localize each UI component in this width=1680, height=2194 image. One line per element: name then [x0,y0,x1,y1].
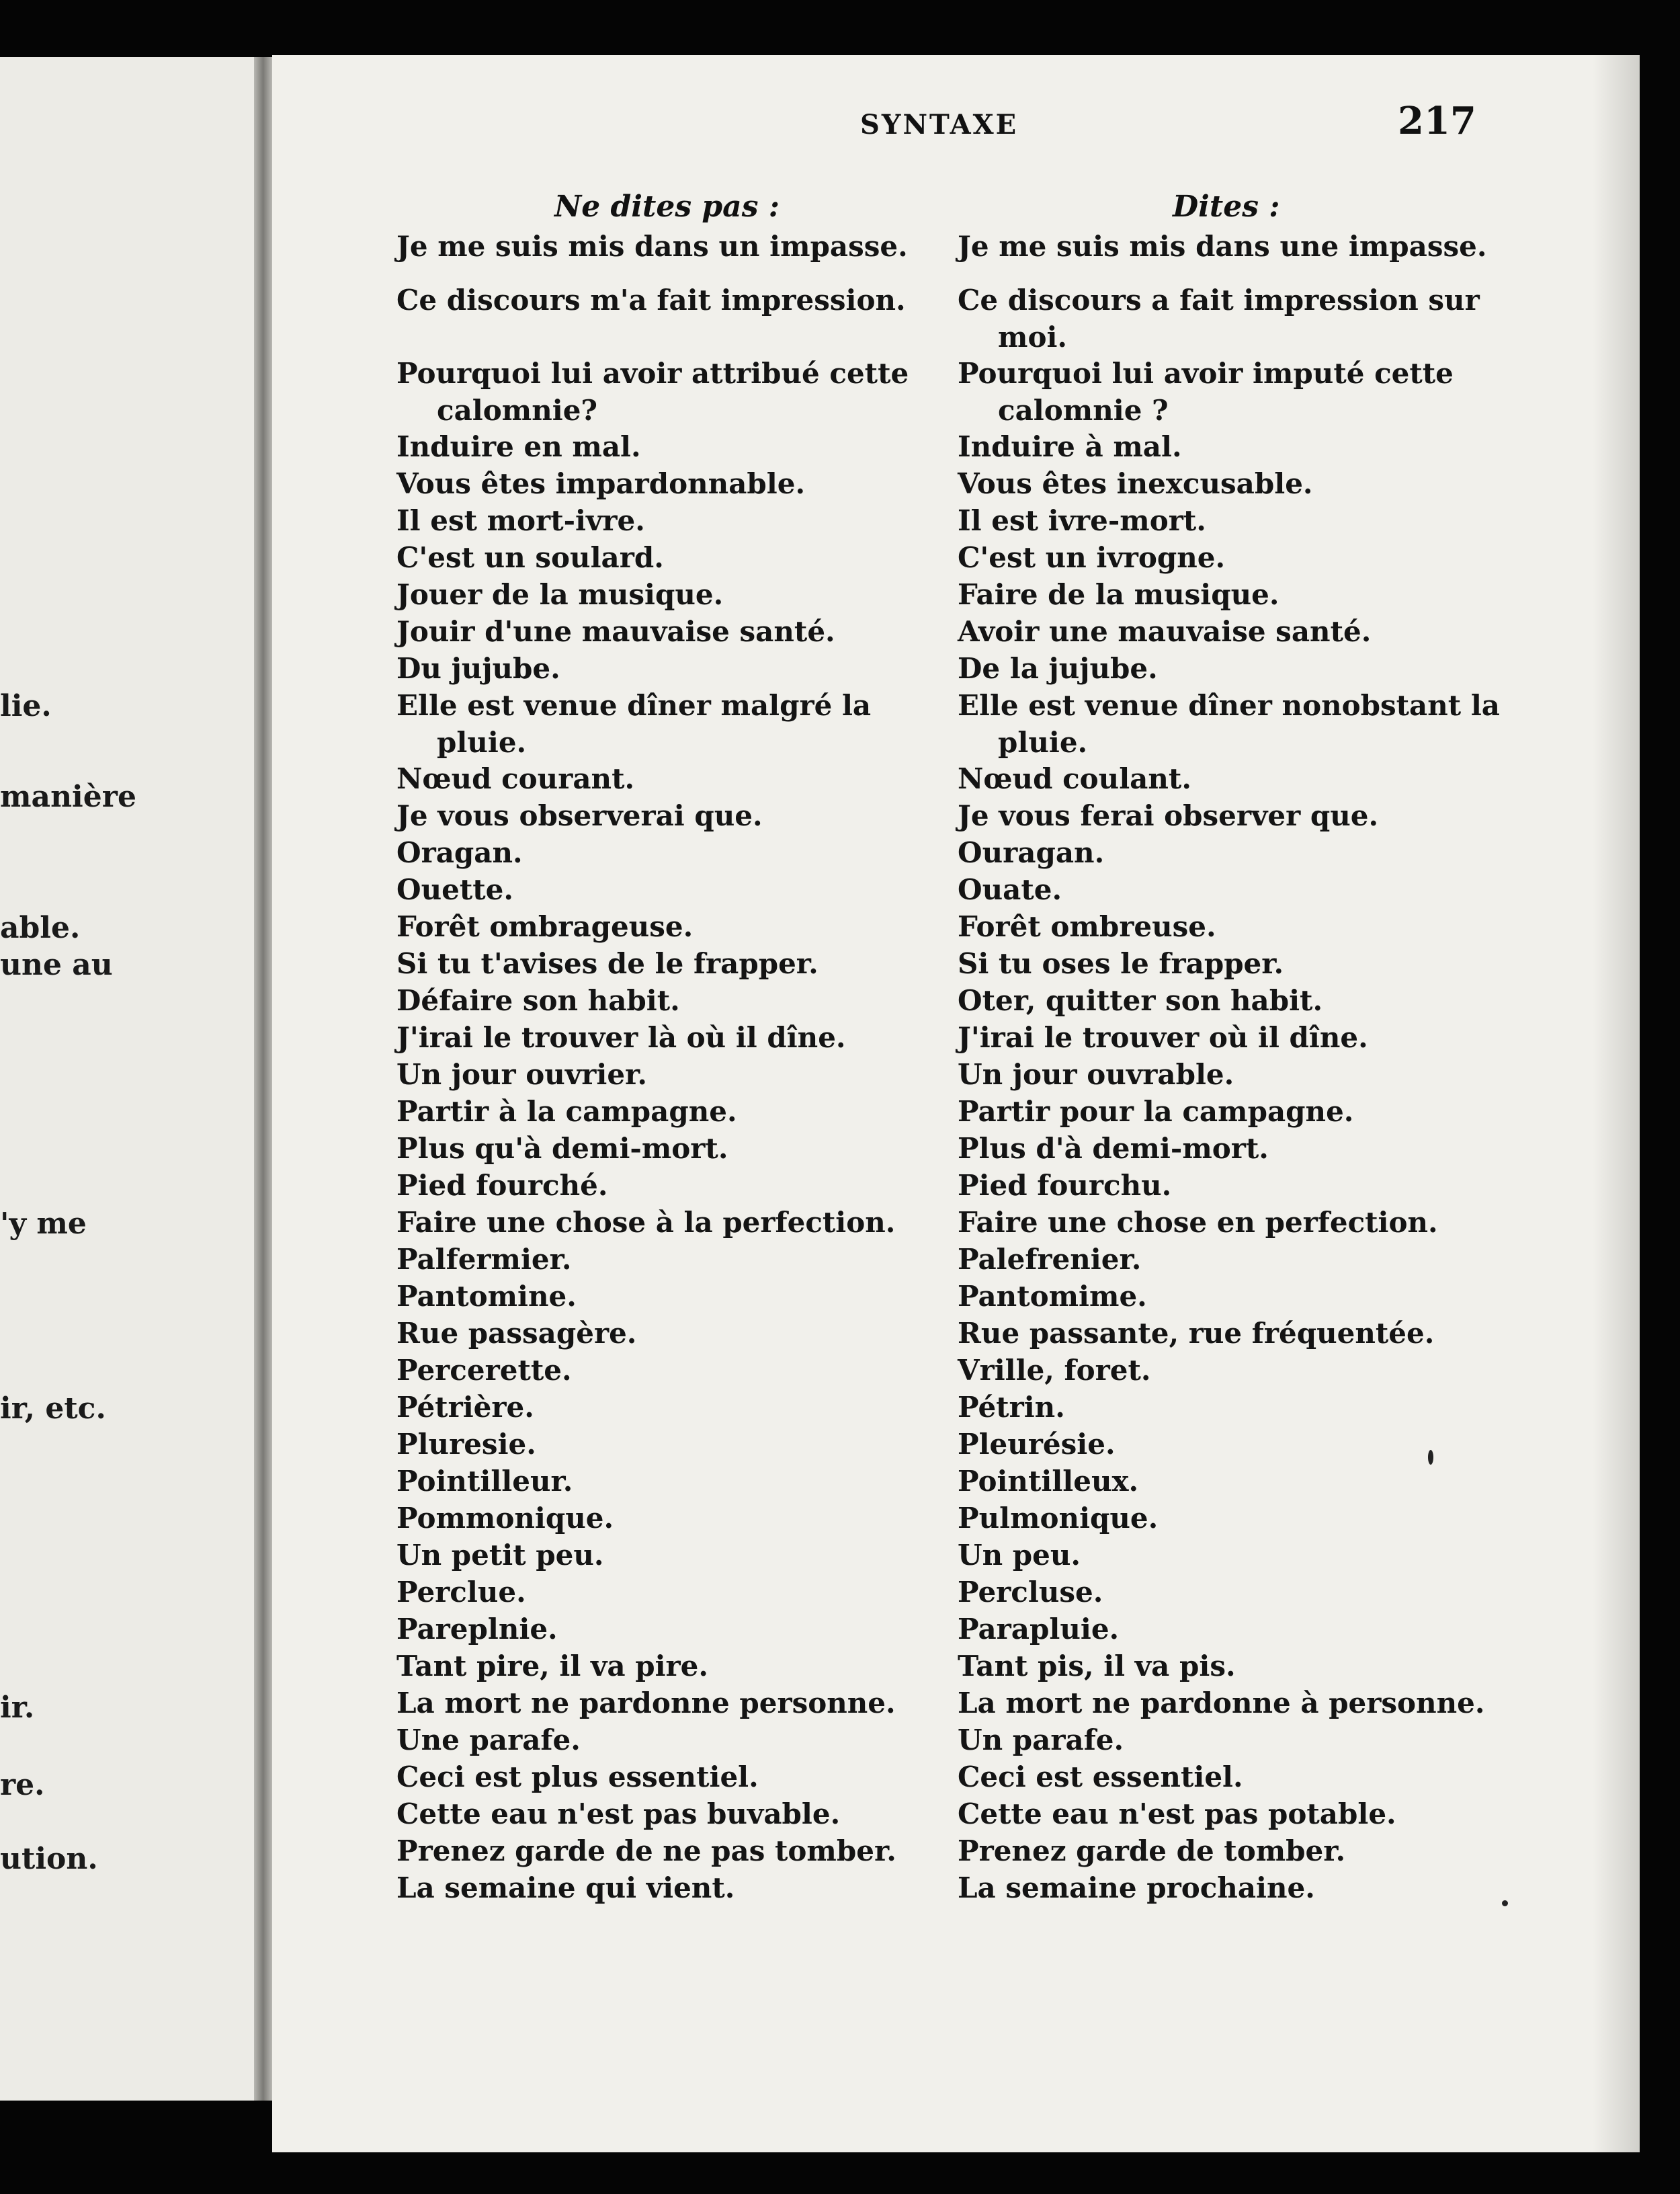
previous-page-fragment: ir. [0,1691,35,1725]
correct-phrase: Si tu oses le frapper. [958,947,1284,980]
correct-phrase: Plus d'à demi-mort. [958,1132,1269,1165]
previous-page-fragment: manière [0,780,136,814]
correct-phrase: Induire à mal. [958,430,1182,463]
correct-phrase: Ouate. [958,873,1062,906]
right-column-heading: Dites : [1173,190,1280,224]
page-edge-shadow [1593,55,1640,2152]
correct-phrase: Ceci est essentiel. [958,1760,1243,1793]
book-spine [254,57,274,2101]
incorrect-phrase: Je vous observerai que. [396,799,763,832]
incorrect-phrase: Vous êtes impardonnable. [396,467,806,500]
incorrect-phrase: Jouir d'une mauvaise santé. [396,615,835,648]
incorrect-phrase: Il est mort-ivre. [396,504,645,537]
incorrect-phrase: Un jour ouvrier. [396,1058,647,1091]
correct-phrase: Faire de la musique. [958,578,1279,611]
previous-page-fragment: une au [0,948,113,982]
correct-phrase: Elle est venue dîner nonobstant la pluie. [958,689,1500,759]
incorrect-phrase: Pointilleur. [396,1465,573,1498]
ink-speck [1428,1450,1433,1465]
incorrect-phrase: Défaire son habit. [396,984,680,1017]
page-number: 217 [1398,99,1476,143]
correct-phrase: Pleurésie. [958,1428,1116,1461]
correct-phrase: La mort ne pardonne à personne. [958,1687,1485,1719]
incorrect-phrase: Je me suis mis dans un impasse. [396,230,908,263]
correct-phrase: Palefrenier. [958,1243,1142,1276]
incorrect-phrase: Tant pire, il va pire. [396,1650,708,1682]
correct-usage-column [958,229,1509,1907]
correct-phrase: Tant pis, il va pis. [958,1650,1236,1682]
correct-phrase: Pointilleux. [958,1465,1139,1498]
incorrect-phrase: Oragan. [396,836,523,869]
incorrect-phrase: Ceci est plus essentiel. [396,1760,759,1793]
incorrect-phrase: Nœud courant. [396,762,635,795]
correct-phrase: Pulmonique. [958,1502,1159,1535]
incorrect-phrase: La semaine qui vient. [396,1871,735,1904]
correct-phrase: Pied fourchu. [958,1169,1172,1202]
incorrect-phrase: Pétrière. [396,1391,534,1424]
correct-phrase: C'est un ivrogne. [958,541,1226,574]
incorrect-phrase: Ouette. [396,873,513,906]
correct-phrase: De la jujube. [958,652,1158,685]
previous-page-fragment: re. [0,1768,45,1802]
ink-speck [1502,1900,1508,1906]
correct-phrase: Forêt ombreuse. [958,910,1216,943]
correct-phrase: Oter, quitter son habit. [958,984,1323,1017]
correct-phrase: La semaine prochaine. [958,1871,1315,1904]
correct-phrase: Pantomime. [958,1280,1147,1313]
incorrect-phrase: Un petit peu. [396,1539,604,1572]
correct-phrase: Je vous ferai observer que. [958,799,1379,832]
correct-phrase: Vous êtes inexcusable. [958,467,1313,500]
incorrect-phrase: Rue passagère. [396,1317,637,1350]
incorrect-phrase: Prenez garde de ne pas tomber. [396,1834,896,1867]
incorrect-phrase: Palfermier. [396,1243,572,1276]
correct-phrase: Il est ivre-mort. [958,504,1206,537]
correct-phrase: Prenez garde de tomber. [958,1834,1346,1867]
incorrect-phrase: Plus qu'à demi-mort. [396,1132,728,1165]
correct-phrase: Pétrin. [958,1391,1065,1424]
correct-phrase: Ce discours a fait impression sur moi. [958,284,1480,354]
incorrect-usage-column [396,229,934,1907]
incorrect-phrase: Partir à la campagne. [396,1095,737,1128]
incorrect-phrase: Pommonique. [396,1502,614,1535]
incorrect-phrase: Une parafe. [396,1723,581,1756]
incorrect-phrase: Perclue. [396,1576,526,1609]
incorrect-phrase: Forêt ombrageuse. [396,910,694,943]
incorrect-phrase: Pantomine. [396,1280,577,1313]
correct-phrase: Pourquoi lui avoir imputé cette calomnie ? [958,357,1454,427]
correct-phrase: Nœud coulant. [958,762,1191,795]
book-page [272,55,1640,2152]
correct-phrase: Un jour ouvrable. [958,1058,1234,1091]
previous-page-fragment: ution. [0,1842,98,1876]
incorrect-phrase: J'irai le trouver là où il dîne. [396,1021,846,1054]
incorrect-phrase: Induire en mal. [396,430,641,463]
correct-phrase: J'irai le trouver où il dîne. [958,1021,1368,1054]
correct-phrase: Faire une chose en perfection. [958,1206,1438,1239]
correct-phrase: Vrille, foret. [958,1354,1151,1387]
correct-phrase: Ouragan. [958,836,1105,869]
incorrect-phrase: Elle est venue dîner malgré la pluie. [396,689,872,759]
incorrect-phrase: Pourquoi lui avoir attribué cette calomnie? [396,357,909,427]
incorrect-phrase: Du jujube. [396,652,560,685]
incorrect-phrase: Ce discours m'a fait impression. [396,284,906,317]
correct-phrase: Rue passante, rue fréquentée. [958,1317,1435,1350]
incorrect-phrase: Si tu t'avises de le frapper. [396,947,818,980]
previous-page-fragment: lie. [0,689,52,723]
correct-phrase: Cette eau n'est pas potable. [958,1797,1396,1830]
correct-phrase: Percluse. [958,1576,1103,1609]
incorrect-phrase: Pareplnie. [396,1613,558,1646]
incorrect-phrase: La mort ne pardonne personne. [396,1687,896,1719]
correct-phrase: Je me suis mis dans une impasse. [958,230,1487,263]
incorrect-phrase: Percerette. [396,1354,572,1387]
previous-page [0,57,262,2101]
previous-page-fragment: 'y me [0,1207,87,1241]
previous-page-fragment: ir, etc. [0,1391,106,1426]
previous-page-fragment: able. [0,911,81,945]
incorrect-phrase: Pluresie. [396,1428,536,1461]
incorrect-phrase: Pied fourché. [396,1169,608,1202]
correct-phrase: Partir pour la campagne. [958,1095,1354,1128]
incorrect-phrase: Jouer de la musique. [396,578,724,611]
running-head: SYNTAXE [860,109,1019,140]
incorrect-phrase: Cette eau n'est pas buvable. [396,1797,841,1830]
correct-phrase: Parapluie. [958,1613,1120,1646]
incorrect-phrase: Faire une chose à la perfection. [396,1206,896,1239]
correct-phrase: Avoir une mauvaise santé. [958,615,1372,648]
left-column-heading: Ne dites pas : [554,190,780,224]
correct-phrase: Un parafe. [958,1723,1124,1756]
incorrect-phrase: C'est un soulard. [396,541,664,574]
correct-phrase: Un peu. [958,1539,1081,1572]
